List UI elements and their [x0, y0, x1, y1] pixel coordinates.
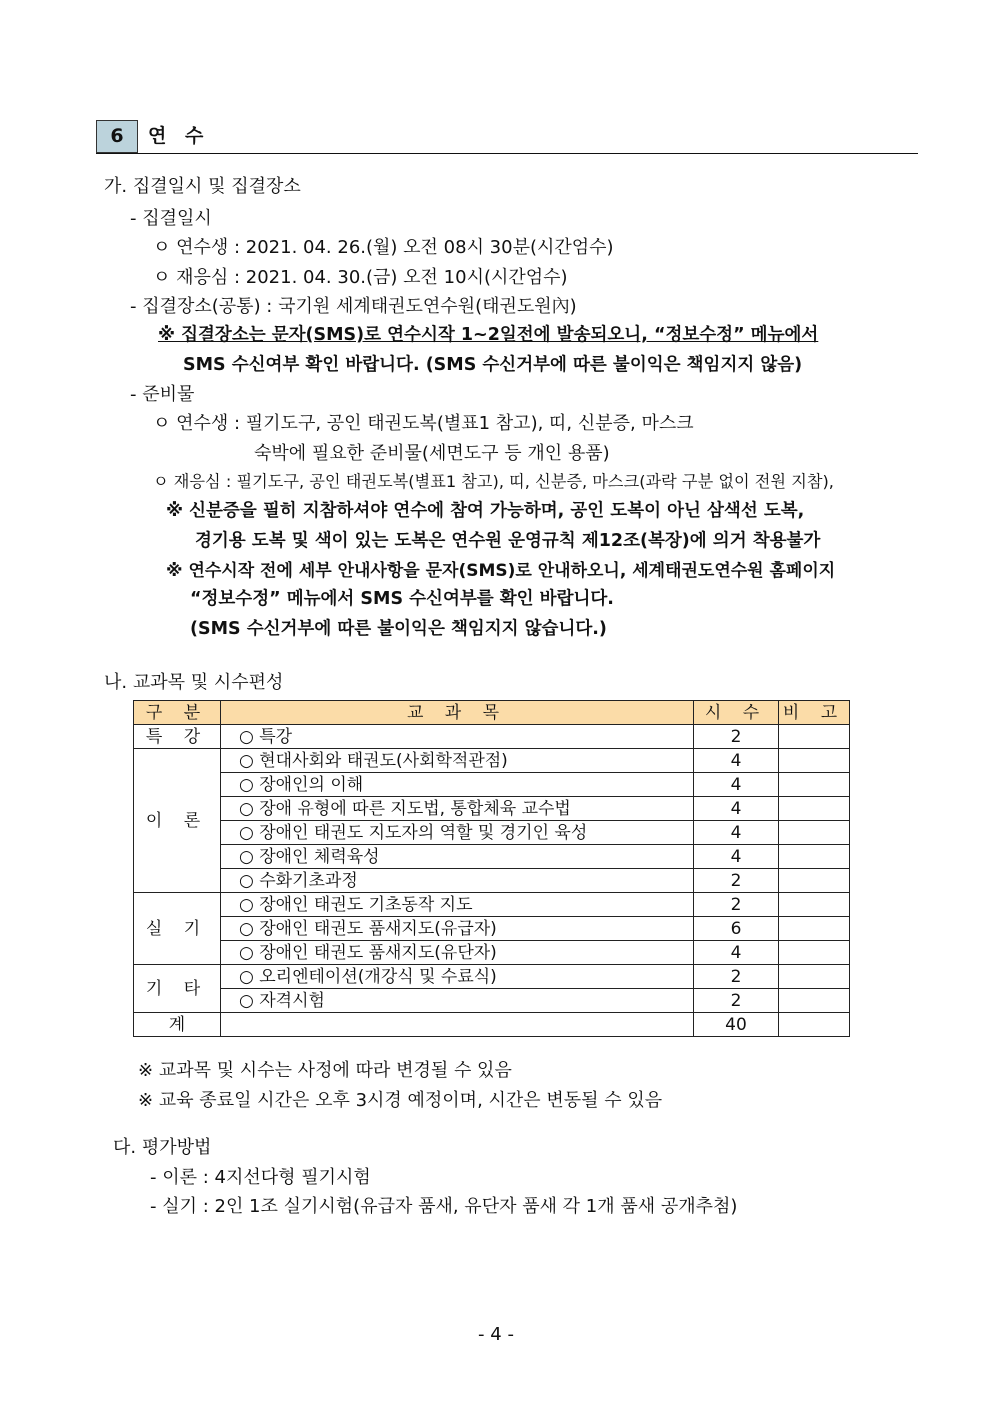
subject-cell: ○ 장애인의 이해: [221, 773, 694, 797]
table-row: [134, 821, 850, 845]
remarks-cell: [779, 797, 850, 821]
remarks-cell: [779, 869, 850, 893]
table-row: [134, 989, 850, 1013]
heading-a: 가. 집결일시 및 집결장소: [104, 176, 301, 197]
hours-cell: 2: [694, 893, 779, 917]
heading-c: 다. 평가방법: [113, 1137, 212, 1158]
table-row: [134, 725, 850, 749]
gathering-place: - 집결장소(공통) : 국기원 세계태권도연수원(태권도원內): [130, 296, 577, 317]
header-remarks: 비 고: [779, 701, 850, 725]
hours-cell: 4: [694, 749, 779, 773]
subject-cell: ○ 오리엔테이션(개강식 및 수료식): [221, 965, 694, 989]
table-row: [134, 797, 850, 821]
hours-cell: 6: [694, 917, 779, 941]
remarks-cell: [779, 917, 850, 941]
table-row: [134, 941, 850, 965]
hours-cell: 4: [694, 941, 779, 965]
category-cell: 이 론: [134, 749, 221, 893]
prep-label: - 준비물: [130, 384, 195, 405]
header-hours: 시 수: [694, 701, 779, 725]
remarks-cell: [779, 725, 850, 749]
hours-cell: 4: [694, 797, 779, 821]
subject-cell: ○ 장애인 체력육성: [221, 845, 694, 869]
table-row: [134, 749, 850, 773]
eval-theory: - 이론 : 4지선다형 필기시험: [150, 1167, 371, 1188]
hours-cell: 4: [694, 773, 779, 797]
subject-cell: ○ 장애인 태권도 품새지도(유급자): [221, 917, 694, 941]
hours-cell: 2: [694, 869, 779, 893]
remarks-cell: [779, 821, 850, 845]
curriculum-table: [133, 700, 850, 1037]
sms-notice-line1: ※ 연수시작 전에 세부 안내사항을 문자(SMS)로 안내하오니, 세계태권도연수원 홈페이지: [166, 561, 836, 581]
datetime-label: - 집결일시: [130, 208, 212, 229]
table-footnote-1: ※ 교과목 및 시수는 사정에 따라 변경될 수 있음: [138, 1060, 512, 1081]
prep-trainee-line2: 숙박에 필요한 준비물(세면도구 등 개인 용품): [254, 443, 610, 464]
prep-trainee-line1: ㅇ 연수생 : 필기도구, 공인 태권도복(별표1 참고), 띠, 신분증, 마스크: [153, 413, 694, 434]
table-row: [134, 917, 850, 941]
id-notice-line2: 경기용 도복 및 색이 있는 도복은 연수원 운영규칙 제12조(복장)에 의거 착용불가: [195, 531, 821, 551]
total-hours: 40: [694, 1013, 779, 1037]
subject-cell: ○ 자격시험: [221, 989, 694, 1013]
header-category: 구 분: [134, 701, 221, 725]
id-notice-line1: ※ 신분증을 필히 지참하셔야 연수에 참여 가능하며, 공인 도복이 아닌 삼색선 도복,: [166, 501, 805, 521]
remarks-cell: [779, 965, 850, 989]
remarks-cell: [779, 845, 850, 869]
subject-cell: ○ 수화기초과정: [221, 869, 694, 893]
category-cell: 기 타: [134, 965, 221, 1013]
table-header-row: [134, 701, 850, 725]
total-remarks-empty: [779, 1013, 850, 1037]
table-row: [134, 893, 850, 917]
subject-cell: ○ 특강: [221, 725, 694, 749]
eval-practice: - 실기 : 2인 1조 실기시험(유급자 품새, 유단자 품새 각 1개 품새 공개추첨): [150, 1196, 738, 1217]
hours-cell: 2: [694, 989, 779, 1013]
table-row: [134, 845, 850, 869]
subject-cell: ○ 장애인 태권도 지도자의 역할 및 경기인 육성: [221, 821, 694, 845]
remarks-cell: [779, 941, 850, 965]
heading-b: 나. 교과목 및 시수편성: [104, 672, 284, 693]
section-number: 6: [96, 120, 138, 153]
total-subject-empty: [221, 1013, 694, 1037]
sms-notice-line3: (SMS 수신거부에 따른 불이익은 책임지지 않습니다.): [190, 619, 607, 639]
remarks-cell: [779, 749, 850, 773]
trainee-datetime: ㅇ 연수생 : 2021. 04. 26.(월) 오전 08시 30분(시간엄수): [153, 237, 614, 258]
category-cell: 실 기: [134, 893, 221, 965]
hours-cell: 2: [694, 965, 779, 989]
total-row: [134, 1013, 850, 1037]
hours-cell: 4: [694, 821, 779, 845]
retest-datetime: ㅇ 재응심 : 2021. 04. 30.(금) 오전 10시(시간엄수): [153, 267, 568, 288]
section-header: [96, 120, 918, 154]
prep-retest: ㅇ 재응심 : 필기도구, 공인 태권도복(별표1 참고), 띠, 신분증, 마스크(과락 구분 없이 전원 지참),: [153, 472, 834, 491]
remarks-cell: [779, 773, 850, 797]
hours-cell: 2: [694, 725, 779, 749]
subject-cell: ○ 현대사회와 태권도(사회학적관점): [221, 749, 694, 773]
place-notice-line1: ※ 집결장소는 문자(SMS)로 연수시작 1~2일전에 발송되오니, “정보수정” 메뉴에서: [158, 325, 819, 345]
place-notice-line2: SMS 수신여부 확인 바랍니다. (SMS 수신거부에 따른 불이익은 책임지지 않음): [183, 355, 803, 375]
sms-notice-line2: “정보수정” 메뉴에서 SMS 수신여부를 확인 바랍니다.: [190, 589, 614, 609]
hours-cell: 4: [694, 845, 779, 869]
subject-cell: ○ 장애 유형에 따른 지도법, 통합체육 교수법: [221, 797, 694, 821]
table-footnote-2: ※ 교육 종료일 시간은 오후 3시경 예정이며, 시간은 변동될 수 있음: [138, 1090, 663, 1111]
table-row: [134, 965, 850, 989]
remarks-cell: [779, 893, 850, 917]
subject-cell: ○ 장애인 태권도 품새지도(유단자): [221, 941, 694, 965]
remarks-cell: [779, 989, 850, 1013]
section-title: 연 수: [148, 125, 210, 147]
page-number: - 4 -: [478, 1324, 514, 1345]
header-subject: 교 과 목: [221, 701, 694, 725]
category-cell: 특 강: [134, 725, 221, 749]
table-row: [134, 773, 850, 797]
total-label: 계: [134, 1013, 221, 1037]
subject-cell: ○ 장애인 태권도 기초동작 지도: [221, 893, 694, 917]
table-row: [134, 869, 850, 893]
